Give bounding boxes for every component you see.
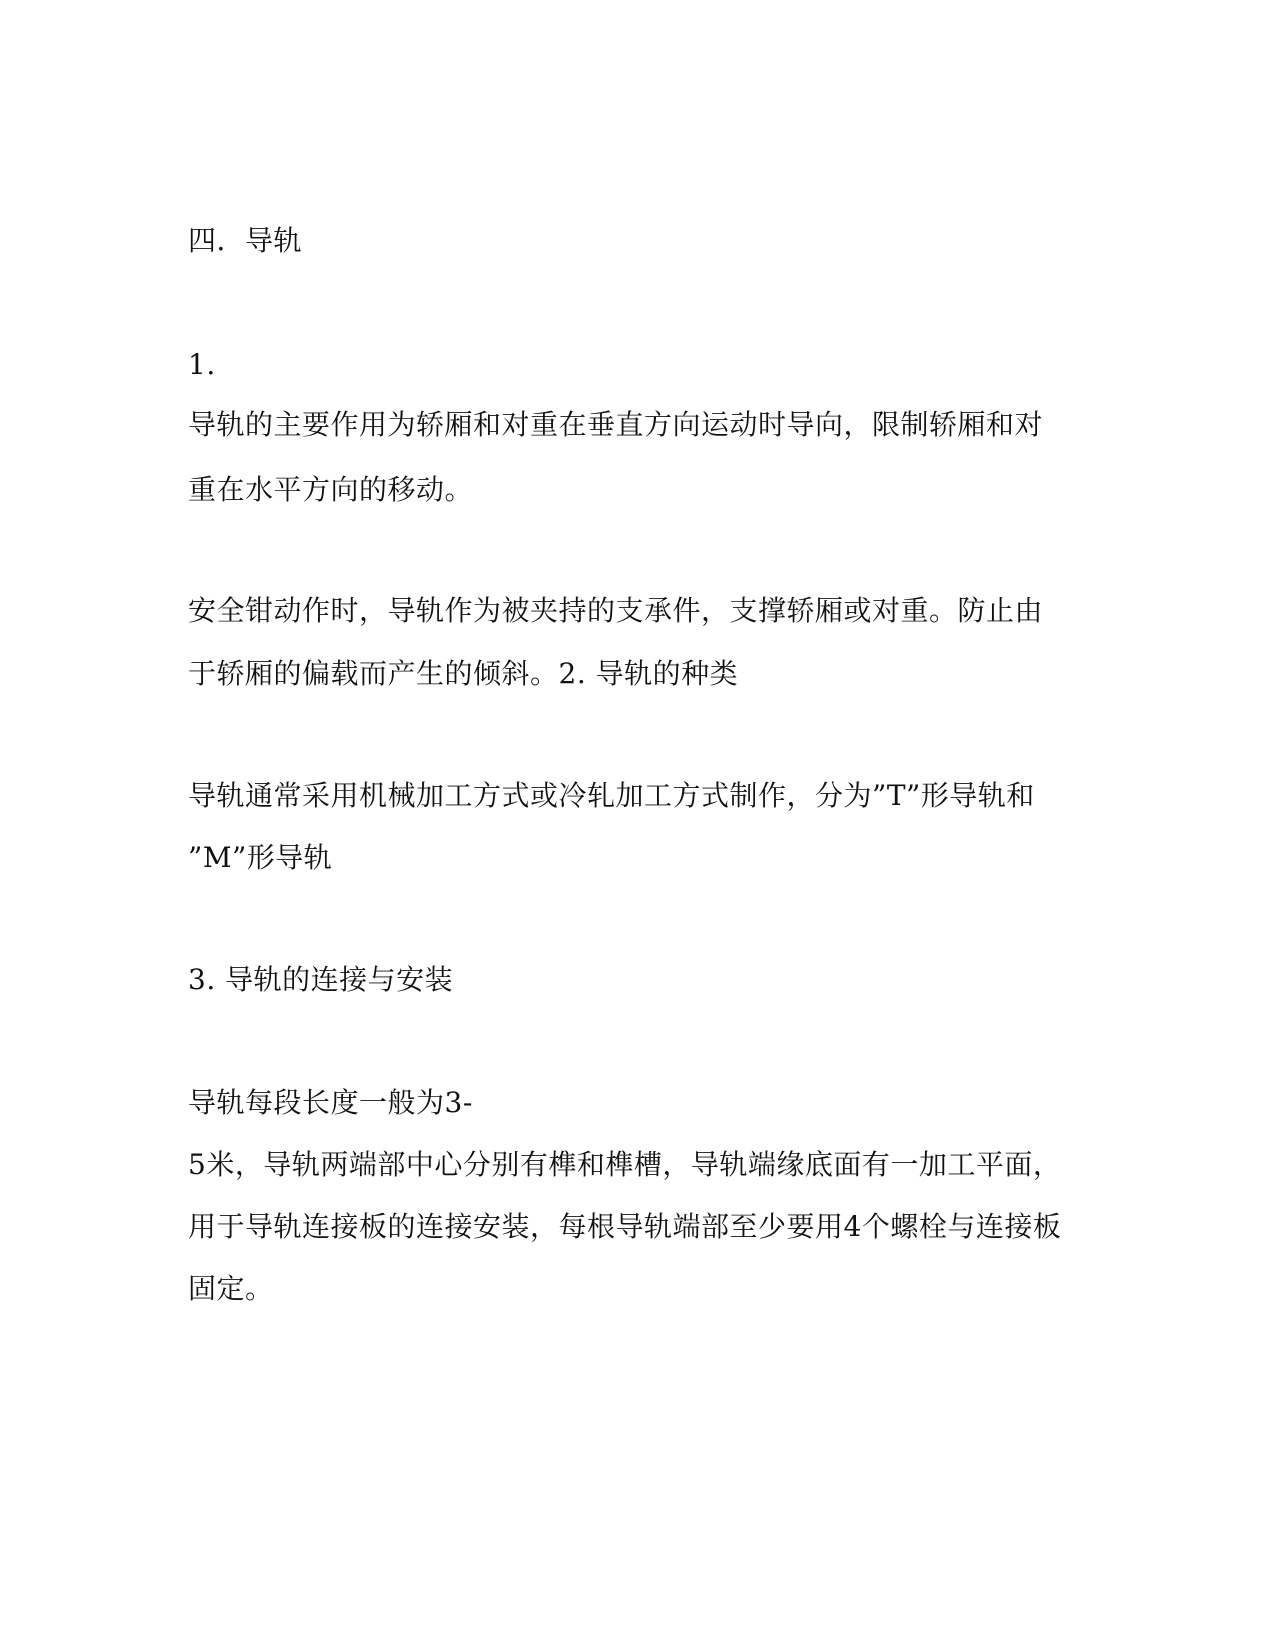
paragraph-line: ”M”形导轨 [188, 841, 333, 874]
paragraph-line: 固定。 [188, 1272, 274, 1305]
paragraph-line: 安全钳动作时，导轨作为被夹持的支承件，支撑轿厢或对重。防止由 [188, 594, 1044, 627]
paragraph-line: 重在水平方向的移动。 [188, 473, 474, 506]
paragraph-line: 导轨每段长度一般为3- [188, 1086, 473, 1119]
section-heading-connection: 3. 导轨的连接与安装 [188, 963, 454, 996]
section-number-1: 1. [188, 348, 216, 381]
paragraph-line: 导轨通常采用机械加工方式或冷轧加工方式制作，分为”T”形导轨和 [188, 779, 1035, 812]
paragraph-line: 5米，导轨两端部中心分别有榫和榫槽，导轨端缘底面有一加工平面， [188, 1148, 1062, 1181]
paragraph-line: 用于导轨连接板的连接安装，每根导轨端部至少要用4个螺栓与连接板 [188, 1210, 1062, 1243]
section-heading-guide-rail: 四．导轨 [188, 224, 303, 257]
paragraph-line: 于轿厢的偏载而产生的倾斜。2. 导轨的种类 [188, 657, 739, 690]
paragraph-line: 导轨的主要作用为轿厢和对重在垂直方向运动时导向，限制轿厢和对 [188, 408, 1044, 441]
